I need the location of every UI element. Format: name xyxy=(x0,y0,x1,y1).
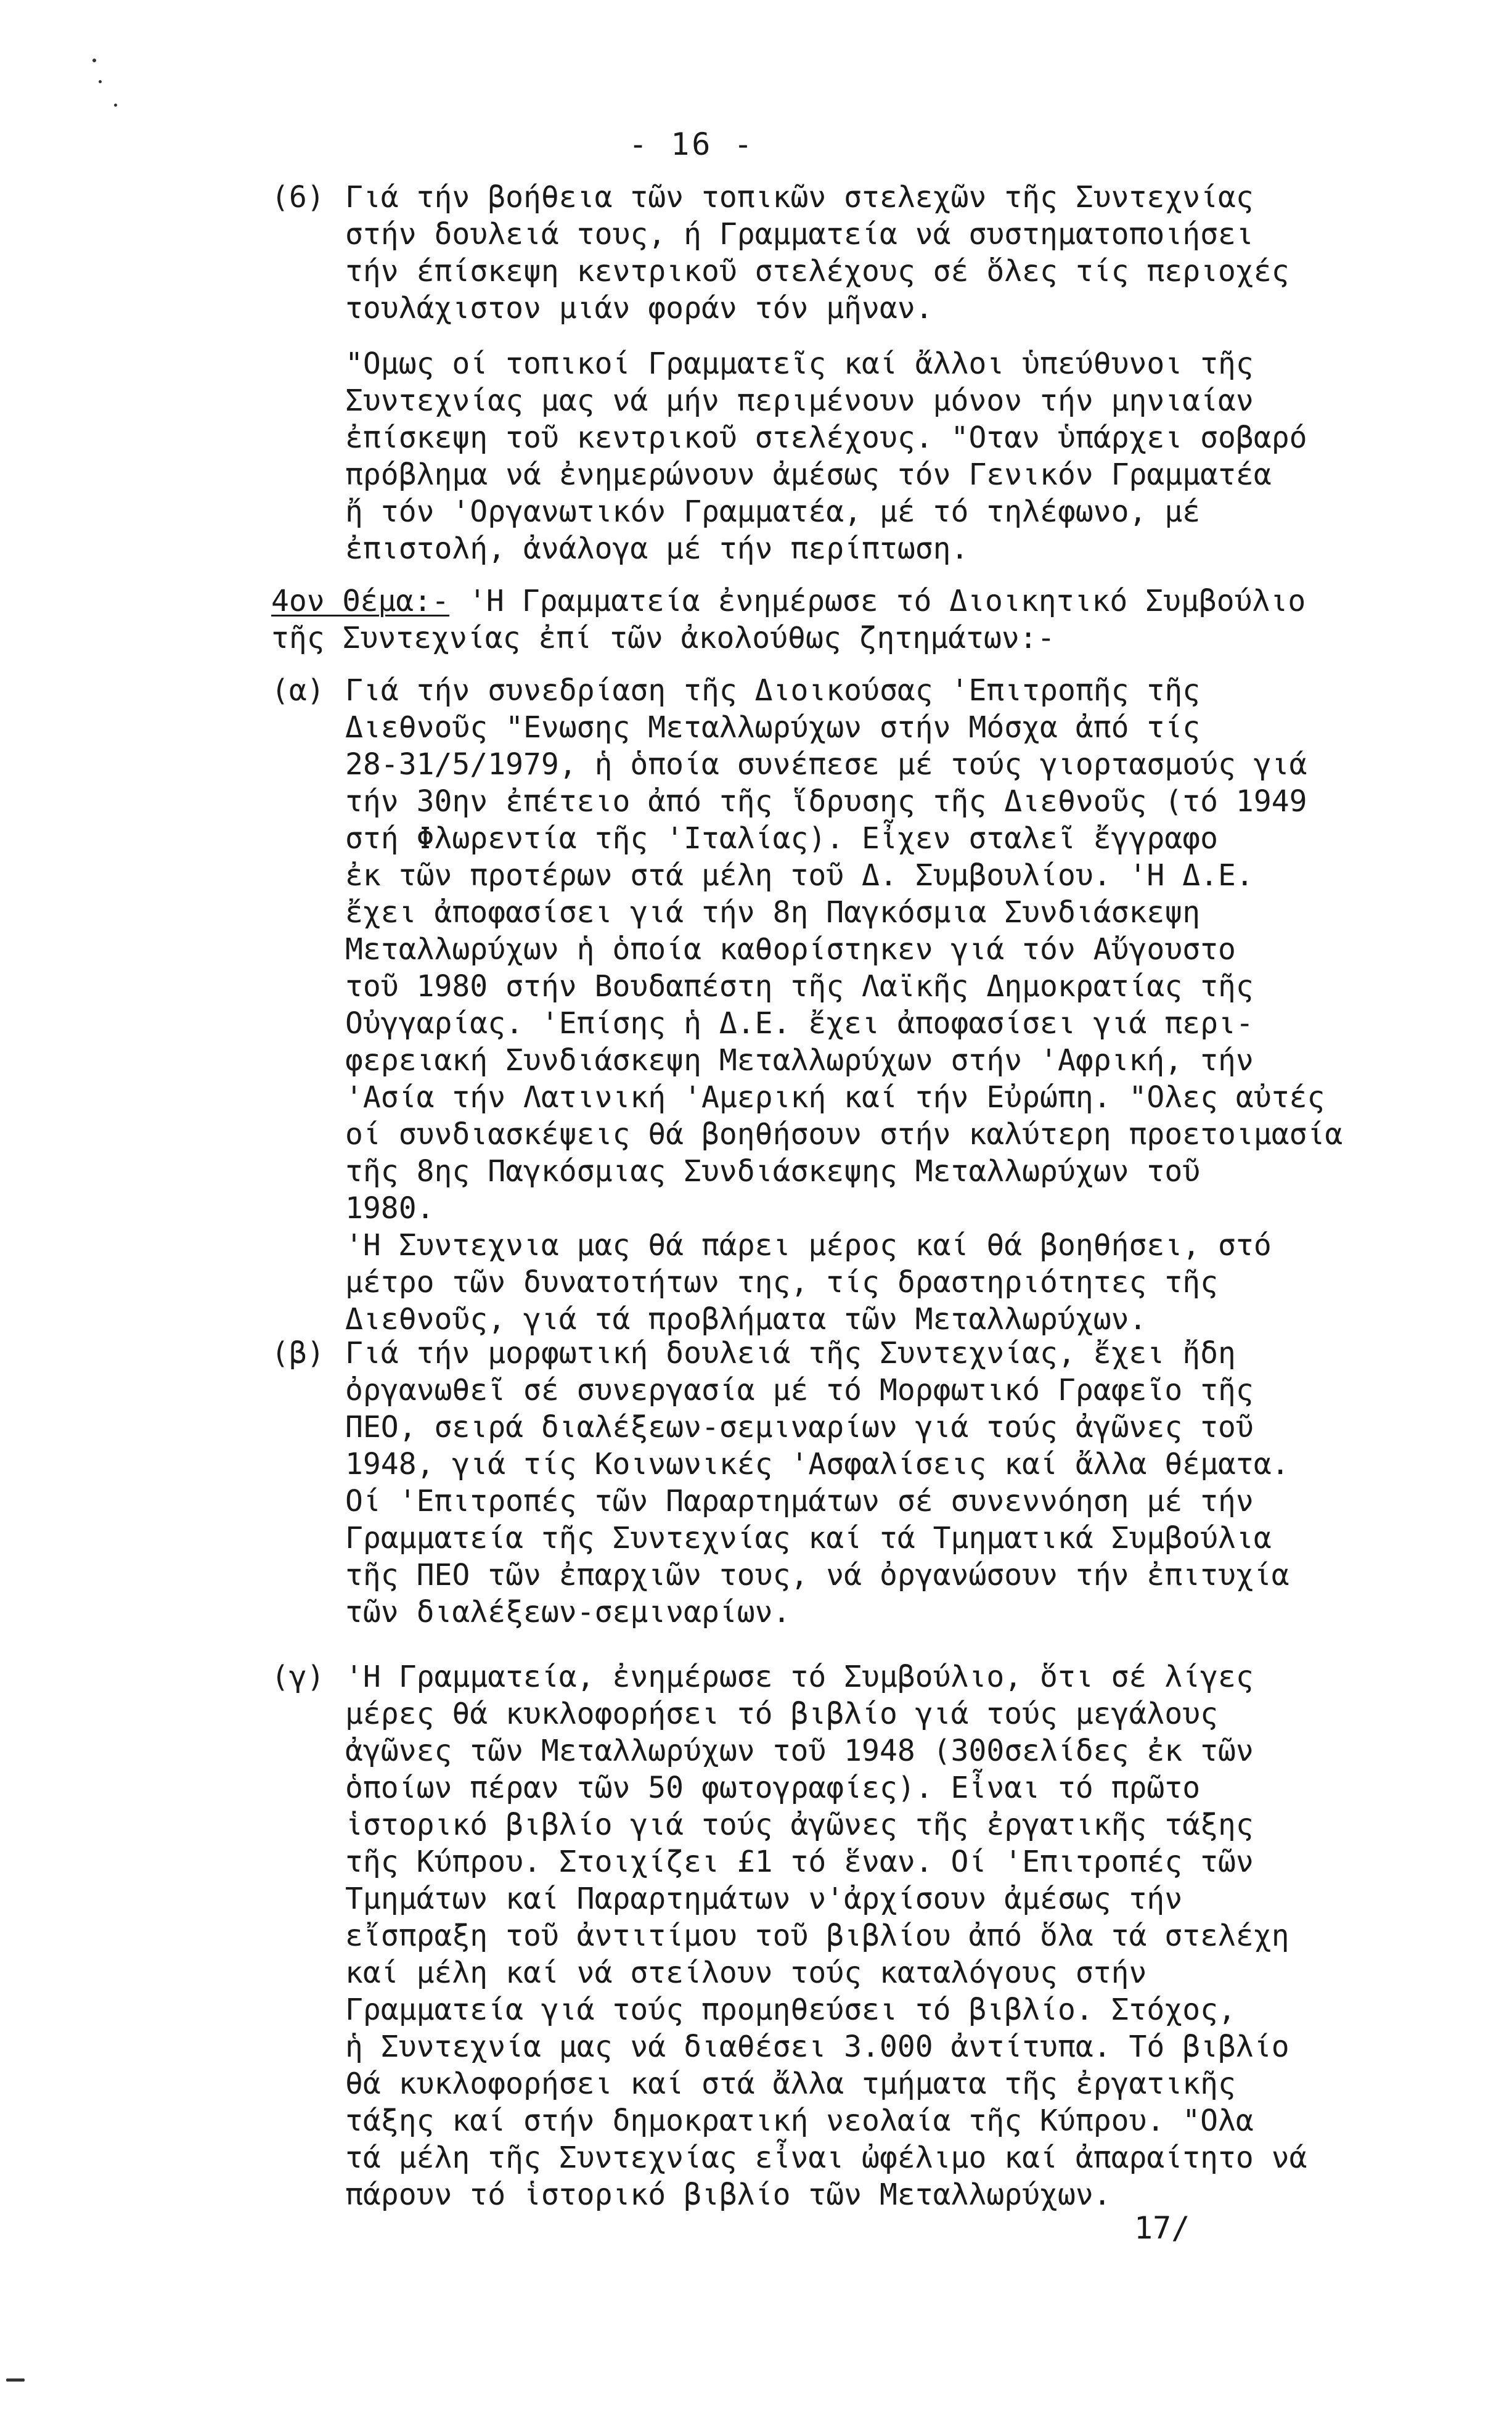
theme-heading: 4ον Θέμα:- xyxy=(271,584,449,618)
scan-speck xyxy=(99,80,102,83)
paragraph-beta: Γιά τήν μορφωτική δουλειά τῆς Συντεχνίας, ἔχει ἤδη ὀργανωθεῖ σέ συνεργασία μέ τό Μορφωτικό Γραφεῖο τῆς ΠΕΟ, σειρά διαλέξεων-σεμιναρίων γιά τούς ἀγῶνες τοῦ 1948, γιά τίς Κοινωνικές 'Ασφαλίσεις καί ἄλλα θέματα. Οί 'Επιτροπές τῶν Παραρτημάτων σέ συνεννόηση μέ τήν Γραμματεία τῆς Συντεχνίας καί τά Τμηματικά Συμβούλια τῆς ΠΕΟ τῶν ἐπαρχιῶν τους, νά ὀργανώσουν τήν ἐπιτυχία τῶν διαλέξεων-σεμιναρίων. xyxy=(345,1336,1289,1629)
continuation-marker: 17/ xyxy=(1134,2210,1190,2246)
item-label: (α) xyxy=(271,673,325,708)
scan-speck xyxy=(6,2378,25,2382)
scan-speck xyxy=(92,59,96,62)
theme-intro-first-line: 'Η Γραμματεία ἐνημέρωσε τό Διοικητικό Συμβούλιο xyxy=(468,584,1306,618)
paragraph-alpha-continued: 'Η Συντεχνια μας θά πάρει μέρος καί θά βοηθήσει, στό μέτρο τῶν δυνατοτήτων της, τίς δραστηριότητες τῆς Διεθνοῦς, γιά τά προβλήματα τῶν Μεταλλωρύχων. xyxy=(345,1228,1272,1337)
paragraph-alpha: Γιά τήν συνεδρίαση τῆς Διοικούσας 'Επιτροπῆς τῆς Διεθνοῦς "Ενωσης Μεταλλωρύχων στήν Μόσχα ἀπό τίς 28-31/5/1979, ἡ ὁποία συνέπεσε μέ τούς γιορτασμούς γιά τήν 30ην ἐπέτειο ἀπό τῆς ἵδρυσης τῆς Διεθνοῦς (τό 1949 στή Φλωρεντία τῆς 'Ιταλίας). Εἶχεν σταλεῖ ἔγγραφο ἐκ τῶν προτέρων στά μέλη τοῦ Δ. Συμβουλίου. 'Η Δ.Ε. ἔχει ἀποφασίσει γιά τήν 8η Παγκόσμια Συνδιάσκεψη Μεταλλωρύχων ἡ ὁποία καθορίστηκεν γιά τόν Αὔγουστο τοῦ 1980 στήν Βουδαπέστη τῆς Λαϊκῆς Δημοκρατίας τῆς Οὐγγαρίας. 'Επίσης ἡ Δ.Ε. ἔχει ἀποφασίσει γιά περι- φερειακή Συνδιάσκεψη Μεταλλωρύχων στήν 'Αφρική, τήν 'Ασία τήν Λατινική 'Αμερική καί τήν Εὐρώπη. "Ολες αὐτές οί συνδιασκέψεις θά βοηθήσουν στήν καλύτερη προετοιμασία τῆς 8ης Παγκόσμιας Συνδιάσκεψης Μεταλλωρύχων τοῦ 1980. xyxy=(345,673,1343,1226)
item-label: (γ) xyxy=(271,1660,325,1694)
item-label: (β) xyxy=(271,1336,325,1370)
paragraph-6: Γιά τήν βοήθεια τῶν τοπικῶν στελεχῶν τῆς Συντεχνίας στήν δουλειά τους, ή Γραμματεία νά συστηματοποιήσει τήν έπίσκεψη κεντρικοῦ στελέχους σέ ὅλες τίς περιοχές τουλάχιστον μιάν φοράν τόν μῆναν. xyxy=(345,180,1289,326)
paragraph-6-continued: "Ομως οί τοπικοί Γραμματεῖς καί ἄλλοι ὑπεύθυνοι τῆς Συντεχνίας μας νά μήν περιμένουν μόνον τήν μηνιαίαν ἐπίσκεψη τοῦ κεντρικοῦ στελέχους. "Οταν ὑπάρχει σοβαρό πρόβλημα νά ἐνημερώνουν ἀμέσως τόν Γενικόν Γραμματέα ἤ τόν 'Οργανωτικόν Γραμματέα, μέ τό τηλέφωνο, μέ ἐπιστολή, ἀνάλογα μέ τήν περίπτωση. xyxy=(345,346,1307,566)
paragraph-gamma: 'Η Γραμματεία, ἐνημέρωσε τό Συμβούλιο, ὅτι σέ λίγες μέρες θά κυκλοφορήσει τό βιβλίο γιά τούς μεγάλους ἀγῶνες τῶν Μεταλλωρύχων τοῦ 1948 (300σελίδες ἐκ τῶν ὁποίων πέραν τῶν 50 φωτογραφίες). Εἶναι τό πρῶτο ἱστορικό βιβλίο γιά τούς ἀγῶνες τῆς ἐργατικῆς τάξης τῆς Κύπρου. Στοιχίζει £1 τό ἕναν. Οί 'Επιτροπές τῶν Τμημάτων καί Παραρτημάτων ν'ἀρχίσουν ἀμέσως τήν εἴσπραξη τοῦ ἀντιτίμου τοῦ βιβλίου ἀπό ὅλα τά στελέχη καί μέλη καί νά στείλουν τούς καταλόγους στήν Γραμματεία γιά τούς προμηθεύσει τό βιβλίο. Στόχος, ἡ Συντεχνία μας νά διαθέσει 3.000 ἀντίτυπα. Τό βιβλίο θά κυκλοφορήσει καί στά ἄλλα τμήματα τῆς ἐργατικῆς τάξης καί στήν δημοκρατική νεολαία τῆς Κύπρου. "Ολα τά μέλη τῆς Συντεχνίας εἶναι ὠφέλιμο καί ἀπαραίτητο νά πάρουν τό ἱστορικό βιβλίο τῶν Μεταλλωρύχων. xyxy=(345,1660,1307,2212)
scan-speck xyxy=(114,104,117,107)
theme-intro-second-line: τῆς Συντεχνίας ἐπί τῶν ἀκολούθως ζητημάτων:- xyxy=(271,621,1055,655)
page-number: - 16 - xyxy=(629,126,755,162)
item-label: (6) xyxy=(271,180,325,215)
